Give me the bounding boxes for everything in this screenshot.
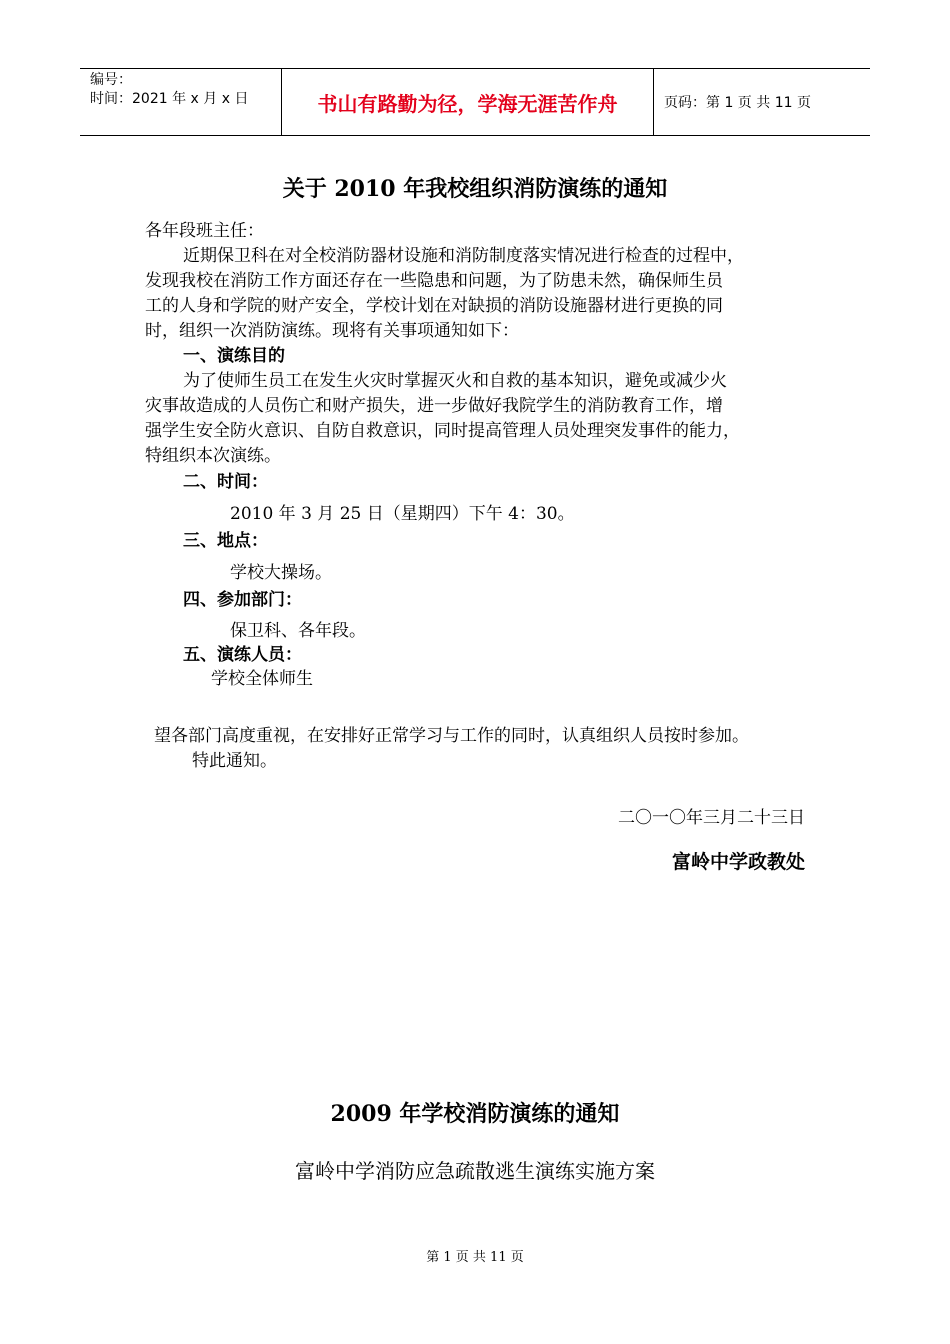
header-meta	[80, 69, 282, 135]
notice-signature: 富岭中学政教处	[671, 851, 805, 873]
time-value: 2010 年 3 月 25 日（星期四）下午 4：30。	[230, 504, 575, 524]
intro-line-1: 近期保卫科在对全校消防器材设施和消防制度落实情况进行检查的过程中，	[183, 246, 744, 266]
closing-remark: 特此通知。	[192, 751, 277, 771]
purpose-line-3: 强学生安全防火意识、自防自救意识，同时提高管理人员处理突发事件的能力，	[145, 421, 740, 441]
purpose-line-4: 特组织本次演练。	[145, 446, 281, 466]
notice-title: 关于 2010 年我校组织消防演练的通知	[282, 176, 668, 202]
page-footer: 第 1 页 共 11 页	[426, 1250, 524, 1265]
section-heading-personnel: 五、演练人员：	[183, 645, 302, 665]
salutation: 各年段班主任：	[145, 221, 264, 241]
header-page-number: 页码：第 1 页 共 11 页	[664, 95, 811, 111]
section-heading-departments: 四、参加部门：	[183, 590, 302, 610]
intro-line-3: 工的人身和学院的财产安全，学校计划在对缺损的消防设施器材进行更换的同	[145, 296, 723, 316]
page-header	[80, 68, 870, 136]
intro-line-4: 时，组织一次消防演练。现将有关事项通知如下：	[145, 321, 519, 341]
intro-line-2: 发现我校在消防工作方面还存在一些隐患和问题，为了防患未然，确保师生员	[145, 271, 723, 291]
closing-line: 望各部门高度重视，在安排好正常学习与工作的同时，认真组织人员按时参加。	[154, 726, 749, 746]
section-heading-location: 三、地点：	[183, 531, 268, 551]
section-heading-purpose: 一、演练目的	[183, 346, 285, 366]
document-number-label: 编号：	[90, 72, 132, 88]
section-heading-time: 二、时间：	[183, 472, 268, 492]
second-notice-subtitle: 富岭中学消防应急疏散逃生演练实施方案	[295, 1159, 655, 1183]
location-value: 学校大操场。	[230, 563, 332, 583]
purpose-line-1: 为了使师生员工在发生火灾时掌握灭火和自救的基本知识，避免或减少火	[183, 371, 727, 391]
second-notice-title: 2009 年学校消防演练的通知	[330, 1101, 620, 1127]
document-time-label: 时间：2021 年 x 月 x 日	[90, 91, 249, 107]
purpose-line-2: 灾事故造成的人员伤亡和财产损失，进一步做好我院学生的消防教育工作，增	[145, 396, 723, 416]
header-motto: 书山有路勤为径，学海无涯苦作舟	[282, 69, 654, 135]
departments-value: 保卫科、各年段。	[230, 621, 366, 641]
notice-date: 二〇一〇年三月二十三日	[618, 808, 805, 828]
personnel-value: 学校全体师生	[211, 669, 313, 689]
